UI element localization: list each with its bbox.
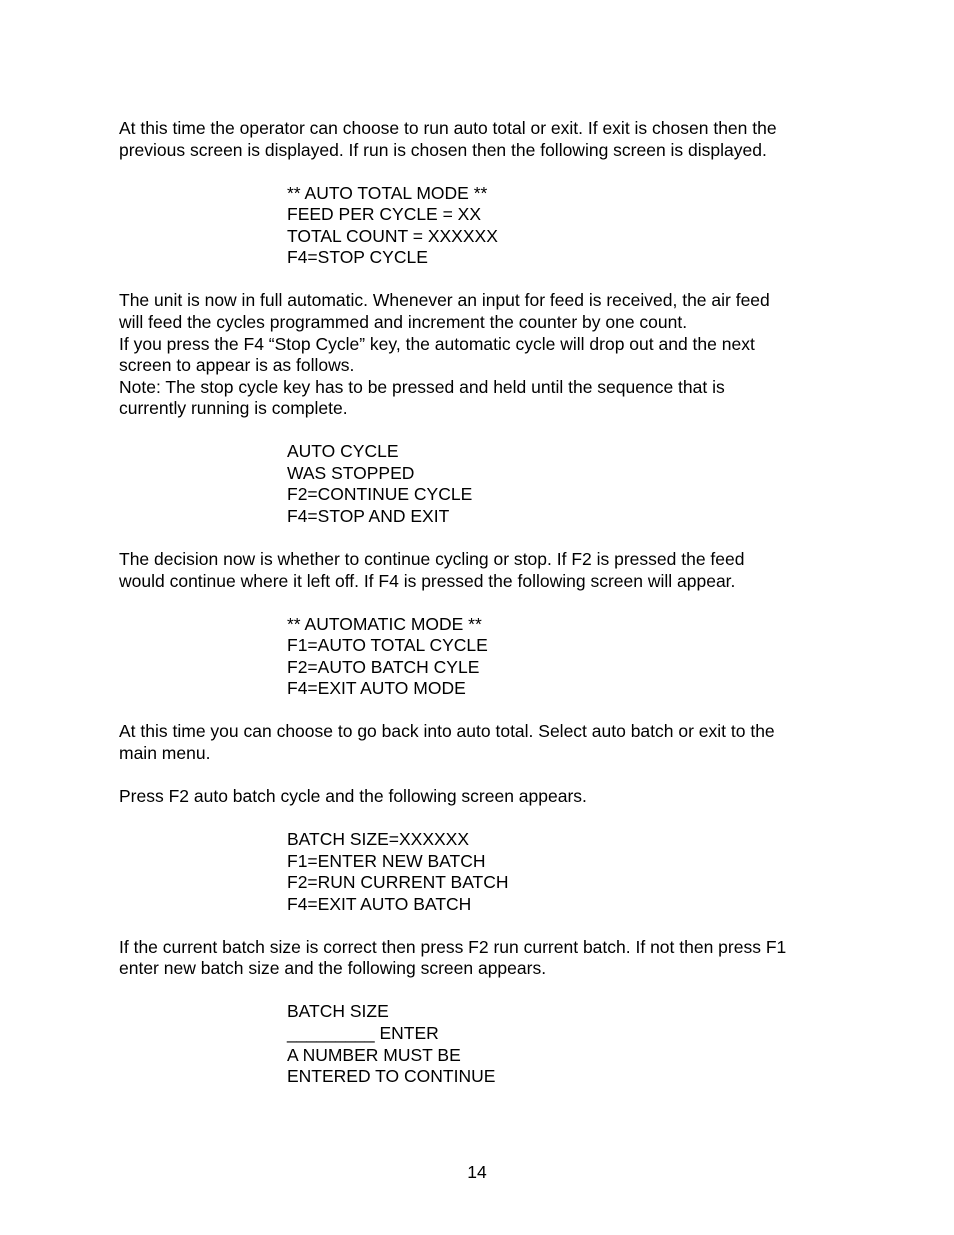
screen-line: F1=AUTO TOTAL CYCLE (287, 635, 488, 656)
screen-line: BATCH SIZE=XXXXXX (287, 828, 470, 849)
paragraph-line: will feed the cycles programmed and increment the counter by one count. (119, 311, 688, 332)
paragraph-line: The unit is now in full automatic. Whenever an input for feed is received, the air feed (119, 290, 770, 311)
paragraph-line: main menu. (119, 743, 211, 763)
screen-line: AUTO CYCLE (287, 441, 399, 462)
screen-line: _________ ENTER (287, 1022, 439, 1043)
screen-line: F2=RUN CURRENT BATCH (287, 872, 509, 893)
body-paragraph (119, 290, 849, 420)
screen-line: WAS STOPPED (287, 462, 415, 483)
screen-line: F2=AUTO BATCH CYLE (287, 656, 480, 677)
screen-line: A NUMBER MUST BE (287, 1044, 461, 1065)
screen-line: F2=CONTINUE CYCLE (287, 484, 473, 505)
paragraph-line: Press F2 auto batch cycle and the following screen appears. (119, 785, 587, 806)
page-body (119, 118, 849, 1109)
body-paragraph (119, 721, 849, 764)
screen-line: ENTERED TO CONTINUE (287, 1066, 496, 1087)
body-paragraph (119, 118, 849, 161)
paragraph-line: screen to appear is as follows. (119, 355, 355, 376)
screen-line: F4=EXIT AUTO BATCH (287, 893, 472, 914)
screen-display-block (287, 1001, 849, 1087)
screen-line: F4=STOP AND EXIT (287, 506, 450, 527)
paragraph-line: If the current batch size is correct then press F2 run current batch. If not then press F1 (119, 936, 787, 957)
screen-line: FEED PER CYCLE = XX (287, 204, 482, 225)
paragraph-line: would continue where it left off. If F4 is pressed the following screen will appear. (119, 570, 736, 591)
screen-line: F4=EXIT AUTO MODE (287, 678, 466, 699)
body-paragraph (119, 786, 849, 808)
paragraph-line: At this time the operator can choose to run auto total or exit. If exit is chosen then the (119, 118, 777, 138)
screen-display-block (287, 829, 849, 915)
paragraph-line: Note: The stop cycle key has to be pressed and held until the sequence that is (119, 376, 725, 397)
paragraph-line: currently running is complete. (119, 398, 348, 419)
screen-line: TOTAL COUNT = XXXXXX (287, 225, 498, 246)
screen-display-block (287, 441, 849, 527)
paragraph-line: If you press the F4 “Stop Cycle” key, the automatic cycle will drop out and the next (119, 333, 755, 354)
screen-line: ** AUTO TOTAL MODE ** (287, 182, 488, 203)
body-paragraph (119, 937, 849, 980)
screen-line: F4=STOP CYCLE (287, 247, 428, 268)
paragraph-line: previous screen is displayed. If run is chosen then the following screen is displayed. (119, 139, 767, 160)
page-number: 14 (467, 1162, 487, 1182)
paragraph-line: The decision now is whether to continue cycling or stop. If F2 is pressed the feed (119, 549, 745, 570)
screen-display-block (287, 183, 849, 269)
screen-line: ** AUTOMATIC MODE ** (287, 613, 482, 634)
screen-line: BATCH SIZE (287, 1001, 389, 1022)
screen-display-block (287, 614, 849, 700)
body-paragraph (119, 549, 849, 592)
screen-line: F1=ENTER NEW BATCH (287, 850, 486, 871)
paragraph-line: enter new batch size and the following screen appears. (119, 958, 547, 979)
paragraph-line: At this time you can choose to go back into auto total. Select auto batch or exit to the (119, 721, 775, 742)
